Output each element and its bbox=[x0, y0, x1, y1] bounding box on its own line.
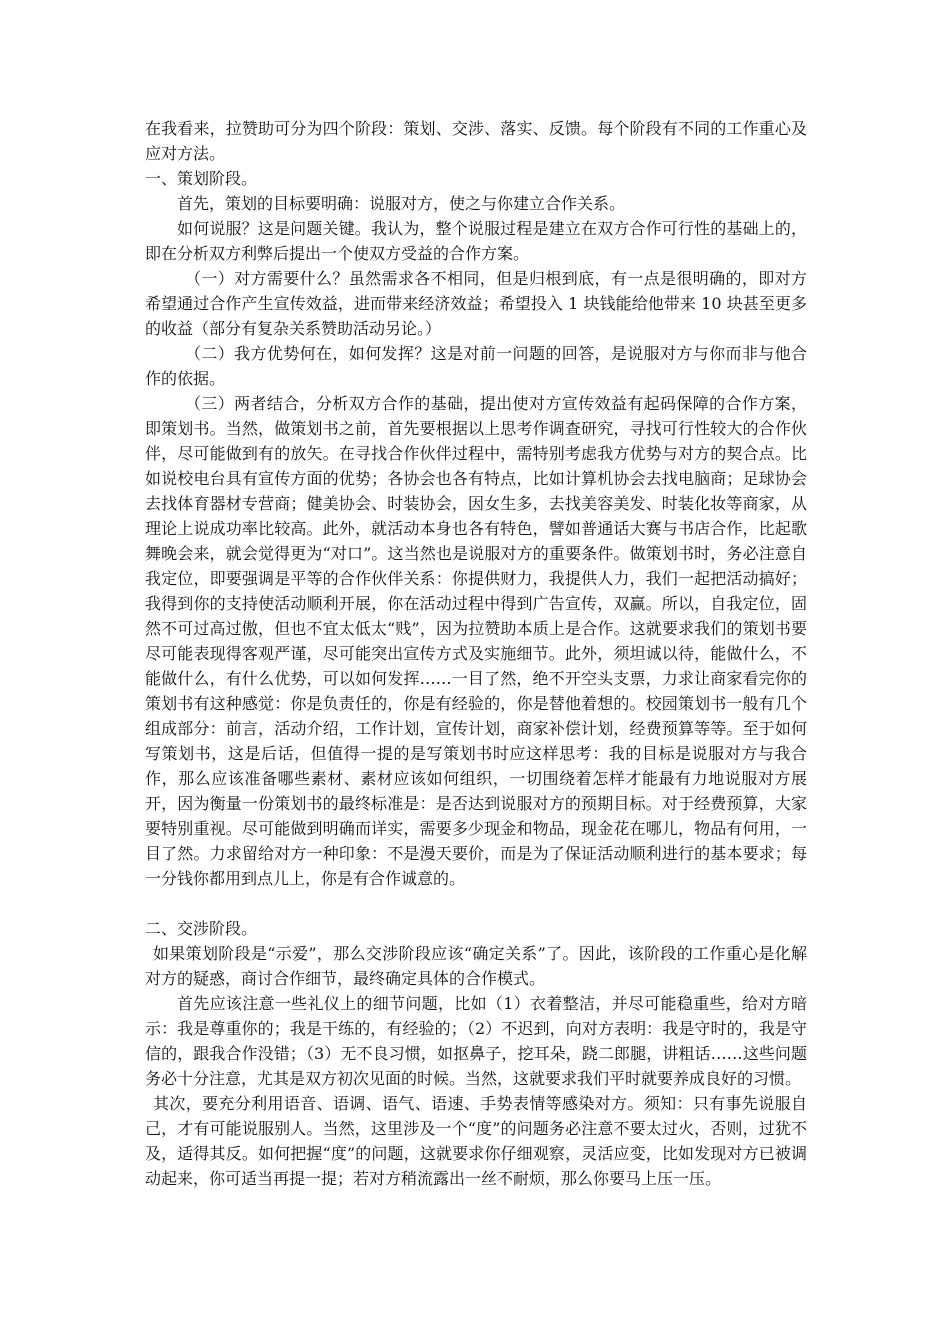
planning-paragraph-1: 首先，策划的目标要明确：说服对方，使之与你建立合作关系。 bbox=[177, 194, 626, 213]
section-heading-negotiation: 二、交涉阶段。 bbox=[145, 919, 258, 938]
negotiation-paragraph-2: 首先应该注意一些礼仪上的细节问题，比如（1）衣着整洁，并尽可能稳重些，给对方暗示：我是尊重你的；我是干练的，有经验的；（2）不迟到，向对方表明：我是守时的，我是守信的，跟我合作没错；（3）无不良习惯，如抠鼻子，挖耳朵，跷二郎腿，讲粗话……这些问题务必十分注意，尤其是双方初次见面的时候。当然，这就要求我们平时就要养成良好的习惯。 bbox=[145, 994, 807, 1088]
document-page bbox=[145, 116, 807, 1191]
intro-paragraph: 在我看来，拉赞助可分为四个阶段：策划、交涉、落实、反馈。每个阶段有不同的工作重心及应对方法。 bbox=[145, 119, 807, 163]
section-heading-planning: 一、策划阶段。 bbox=[145, 169, 258, 188]
planning-paragraph-4: （二）我方优势何在，如何发挥？这是对前一问题的回答，是说服对方与你而非与他合作的依据。 bbox=[145, 344, 807, 388]
planning-paragraph-2: 如何说服？这是问题关键。我认为，整个说服过程是建立在双方合作可行性的基础上的，即在分析双方利弊后提出一个使双方受益的合作方案。 bbox=[145, 219, 807, 263]
negotiation-paragraph-1: 如果策划阶段是“示爱”，那么交涉阶段应该“确定关系”了。因此，该阶段的工作重心是化解对方的疑惑，商讨合作细节，最终确定具体的合作模式。 bbox=[145, 944, 807, 988]
section-spacer bbox=[145, 891, 807, 916]
planning-paragraph-5: （三）两者结合，分析双方合作的基础，提出使对方宣传效益有起码保障的合作方案，即策划书。当然，做策划书之前，首先要根据以上思考作调查研究，寻找可行性较大的合作伙伴，尽可能做到有的放矢。在寻找合作伙伴过程中，需特别考虑我方优势与对方的契合点。比如说校电台具有宣传方面的优势；各协会也各有特点，比如计算机协会去找电脑商；足球协会去找体育器材专营商；健美协会、时装协会，因女生多，去找美容美发、时装化妆等商家，从理论上说成功率比较高。此外，就活动本身也各有特色，譬如普通话大赛与书店合作，比起歌舞晚会来，就会觉得更为“对口”。这当然也是说服对方的重要条件。做策划书时，务必注意自我定位，即要强调是平等的合作伙伴关系：你提供财力，我提供人力，我们一起把活动搞好；我得到你的支持使活动顺利开展，你在活动过程中得到广告宣传，双赢。所以，自我定位，固然不可过高过傲，但也不宜太低太“贱”，因为拉赞助本质上是合作。这就要求我们的策划书要尽可能表现得客观严谨，尽可能突出宣传方式及实施细节。此外，须坦诚以待，能做什么，不能做什么，有什么优势，可以如何发挥……一目了然，绝不开空头支票，力求让商家看完你的策划书有这种感觉：你是负责任的，你是有经验的，你是替他着想的。校园策划书一般有几个组成部分：前言，活动介绍，工作计划，宣传计划，商家补偿计划，经费预算等等。至于如何写策划书，这是后话，但值得一提的是写策划书时应这样思考：我的目标是说服对方与我合作，那么应该准备哪些素材、素材应该如何组织，一切围绕着怎样才能最有力地说服对方展开，因为衡量一份策划书的最终标准是：是否达到说服对方的预期目标。对于经费预算，大家要特别重视。尽可能做到明确而详实，需要多少现金和物品，现金花在哪儿，物品有何用，一目了然。力求留给对方一种印象：不是漫天要价，而是为了保证活动顺利进行的基本要求；每一分钱你都用到点儿上，你是有合作诚意的。 bbox=[145, 394, 807, 888]
planning-paragraph-3: （一）对方需要什么？虽然需求各不相同，但是归根到底，有一点是很明确的，即对方希望通过合作产生宣传效益，进而带来经济效益；希望投入 1 块钱能给他带来 10 块甚至更多的收益（部分有复杂关系赞助活动另论。） bbox=[145, 269, 807, 338]
negotiation-paragraph-3: 其次，要充分利用语音、语调、语气、语速、手势表情等感染对方。须知：只有事先说服自己，才有可能说服别人。当然，这里涉及一个“度”的问题务必注意不要太过火，否则，过犹不及，适得其反。如何把握“度”的问题，这就要求你仔细观察，灵活应变，比如发现对方已被调动起来，你可适当再提一提；若对方稍流露出一丝不耐烦，那么你要马上压一压。 bbox=[145, 1094, 807, 1188]
